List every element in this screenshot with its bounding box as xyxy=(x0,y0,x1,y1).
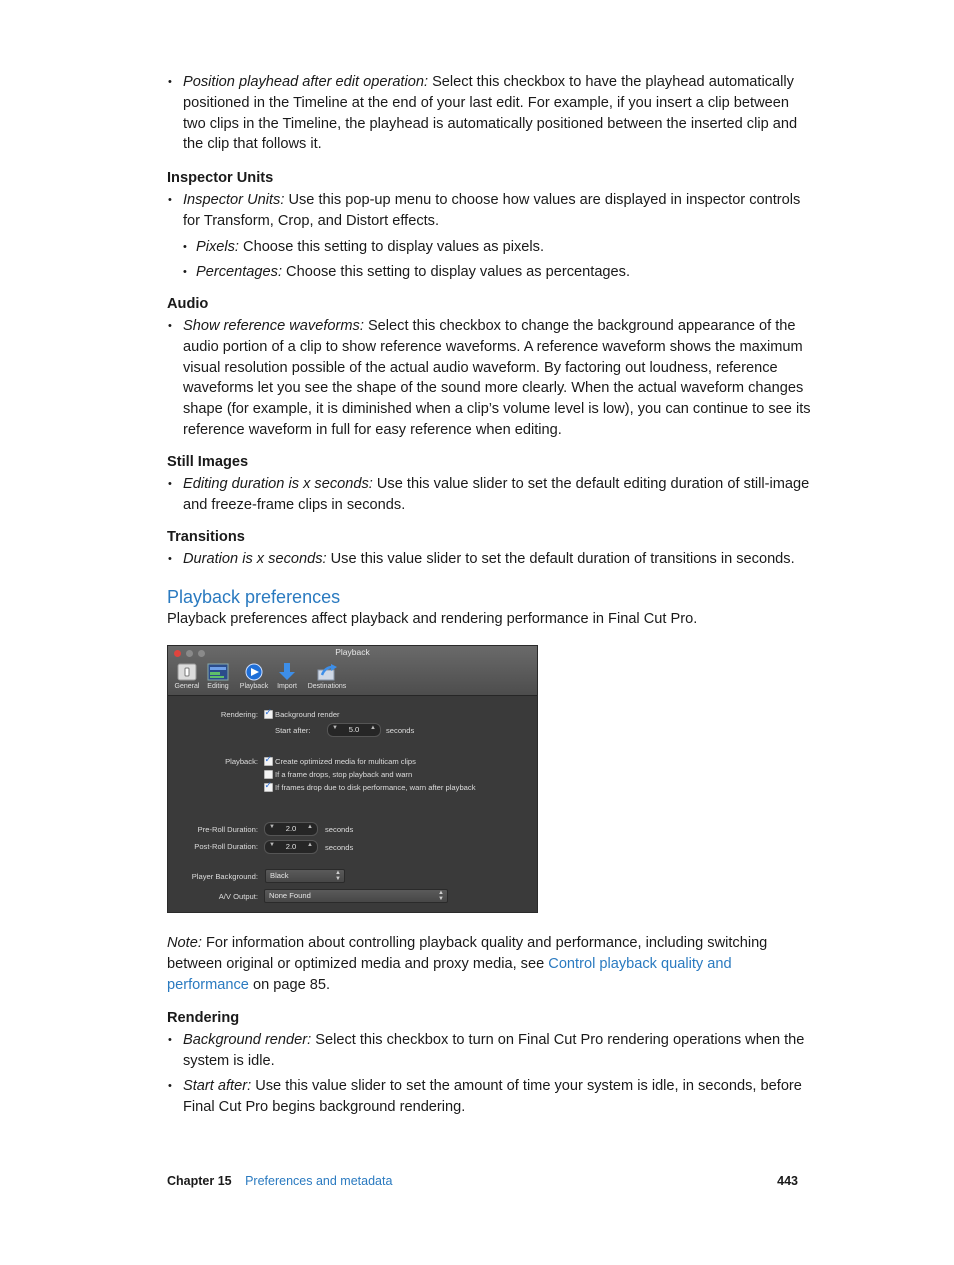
bullet-term: Inspector Units: xyxy=(183,192,285,208)
bullet-term: Duration is x seconds: xyxy=(183,551,327,567)
toolbar-general[interactable]: General xyxy=(174,683,200,690)
bullet-start-after xyxy=(167,1076,815,1118)
postroll-stepper[interactable] xyxy=(264,840,318,854)
playback-label: Playback: xyxy=(225,757,258,766)
start-after-value: 5.0 xyxy=(348,725,360,734)
av-output-label: A/V Output: xyxy=(218,892,258,901)
player-background-popup[interactable] xyxy=(265,869,345,883)
bullet-text: Use this value slider to set the default editing duration of still-image and freeze-frame clips in seconds. xyxy=(183,476,810,513)
heading-transitions: Transitions xyxy=(167,529,245,545)
av-output-popup[interactable] xyxy=(264,889,448,903)
av-output-value: None Found xyxy=(269,891,311,900)
general-switch-icon[interactable] xyxy=(176,663,198,681)
bullet-text: Select this checkbox to change the background appearance of the audio portion of a clip to show reference waveforms. A reference waveform shows the maximum visual resolution possible of the actual audio waveform. By factoring out loudness, reference waveforms let you see the shape of the sound more clearly. When the actual waveform changes shape (for example, it is diminished when a clip’s volume level is low), you can continue to see its reference waveform in full for easy reference when editing. xyxy=(183,318,811,438)
rendering-label: Rendering: xyxy=(220,710,258,719)
bullet-show-reference-waveforms xyxy=(167,316,815,441)
toolbar-import[interactable]: Import xyxy=(277,683,297,690)
player-background-label: Player Background: xyxy=(191,872,258,881)
subbullet-pixels xyxy=(167,237,828,258)
popup-arrows-icon: ▲ ▼ xyxy=(438,890,444,902)
note-label: Note: xyxy=(167,935,202,951)
background-render-label: Background render xyxy=(275,710,340,719)
footer-page-number: 443 xyxy=(777,1174,798,1188)
toolbar-destinations[interactable]: Destinations xyxy=(307,683,347,690)
footer-section-link[interactable]: Preferences and metadata xyxy=(245,1174,393,1188)
frame-drop-stop-label: If a frame drops, stop playback and warn xyxy=(275,770,413,779)
frames-drop-warn-label: If frames drop due to disk performance, warn after playback xyxy=(275,783,476,792)
editing-timeline-icon[interactable] xyxy=(207,663,229,681)
decrement-icon[interactable]: ▼ xyxy=(332,725,338,731)
heading-inspector-units: Inspector Units xyxy=(167,170,274,186)
bullet-term: Position playhead after edit operation: xyxy=(183,74,429,90)
bullet-term: Background render: xyxy=(183,1032,312,1048)
start-after-label: Start after: xyxy=(275,726,311,735)
note-text-end: on page 85. xyxy=(248,976,331,993)
bullet-position-playhead xyxy=(167,72,815,155)
note-text: For information about controlling playback quality and performance, including switching between original or optimized media and proxy media, see xyxy=(167,935,768,972)
bullet-background-render xyxy=(167,1030,815,1072)
start-after-unit: seconds xyxy=(386,726,415,735)
optimized-multicam-checkbox[interactable] xyxy=(264,757,273,766)
optimized-multicam-label: Create optimized media for multicam clips xyxy=(275,757,416,766)
preroll-unit: seconds xyxy=(325,825,354,834)
destinations-share-icon[interactable] xyxy=(316,663,338,681)
subbullet-percentages xyxy=(167,262,828,283)
bullet-editing-duration xyxy=(167,474,815,516)
playback-play-icon[interactable] xyxy=(243,663,265,681)
heading-rendering: Rendering xyxy=(167,1010,240,1026)
bullet-text: Select this checkbox to turn on Final Cut Pro rendering operations when the system is idle. xyxy=(183,1032,805,1069)
heading-audio: Audio xyxy=(167,296,209,312)
footer-chapter: Chapter 15 xyxy=(167,1174,232,1188)
bullet-text: Use this value slider to set the amount of time your system is idle, in seconds, before Final Cut Pro begins background rendering. xyxy=(183,1078,802,1115)
postroll-value: 2.0 xyxy=(285,842,297,851)
background-render-checkbox[interactable] xyxy=(264,710,273,719)
heading-playback-preferences: Playback preferences xyxy=(167,587,341,607)
toolbar-editing[interactable]: Editing xyxy=(207,683,229,690)
bullet-term: Start after: xyxy=(183,1078,252,1094)
postroll-unit: seconds xyxy=(325,843,354,852)
increment-icon[interactable]: ▲ xyxy=(307,842,313,848)
decrement-icon[interactable]: ▼ xyxy=(269,824,275,830)
note-paragraph xyxy=(167,933,799,995)
bullet-text: Choose this setting to display values as percentages. xyxy=(282,264,631,280)
preroll-stepper[interactable] xyxy=(264,822,318,836)
bullet-duration xyxy=(167,549,815,570)
bullet-text: Use this value slider to set the default duration of transitions in seconds. xyxy=(326,551,795,567)
increment-icon[interactable]: ▲ xyxy=(370,725,376,731)
player-background-value: Black xyxy=(270,871,289,880)
frame-drop-stop-checkbox[interactable] xyxy=(264,770,273,779)
bullet-inspector-units xyxy=(167,190,815,232)
preroll-value: 2.0 xyxy=(285,824,297,833)
postroll-label: Post-Roll Duration: xyxy=(194,842,258,851)
heading-still-images: Still Images xyxy=(167,454,249,470)
popup-arrows-icon: ▲ ▼ xyxy=(335,870,341,882)
window-title: Playback xyxy=(335,647,370,657)
page-footer xyxy=(167,1173,799,1189)
bullet-text: Select this checkbox to have the playhead automatically positioned in the Timeline at the end of your last edit. For example, if you insert a clip between two clips in the Timeline, the playhead is automatically positioned between the inserted clip and the clip that follows it. xyxy=(183,74,798,153)
bullet-text: Choose this setting to display values as pixels. xyxy=(238,239,544,255)
bullet-term: Percentages: xyxy=(196,264,282,280)
frames-drop-warn-checkbox[interactable] xyxy=(264,783,273,792)
window-toolbar xyxy=(168,646,537,696)
playback-intro: Playback preferences affect playback and rendering performance in Final Cut Pro. xyxy=(167,611,698,627)
note-link[interactable]: Control playback quality and performance xyxy=(167,955,732,993)
toolbar-playback[interactable]: Playback xyxy=(239,683,269,690)
bullet-text: Use this pop-up menu to choose how values are displayed in inspector controls for Transform, Crop, and Distort effects. xyxy=(183,192,801,229)
increment-icon[interactable]: ▲ xyxy=(307,824,313,830)
playback-preferences-window xyxy=(167,645,538,913)
bullet-term: Pixels: xyxy=(196,239,239,255)
start-after-stepper[interactable] xyxy=(327,723,381,737)
preroll-label: Pre-Roll Duration: xyxy=(197,825,258,834)
bullet-term: Editing duration is x seconds: xyxy=(183,476,373,492)
decrement-icon[interactable]: ▼ xyxy=(269,842,275,848)
import-arrow-icon[interactable] xyxy=(276,663,298,681)
bullet-term: Show reference waveforms: xyxy=(183,318,364,334)
